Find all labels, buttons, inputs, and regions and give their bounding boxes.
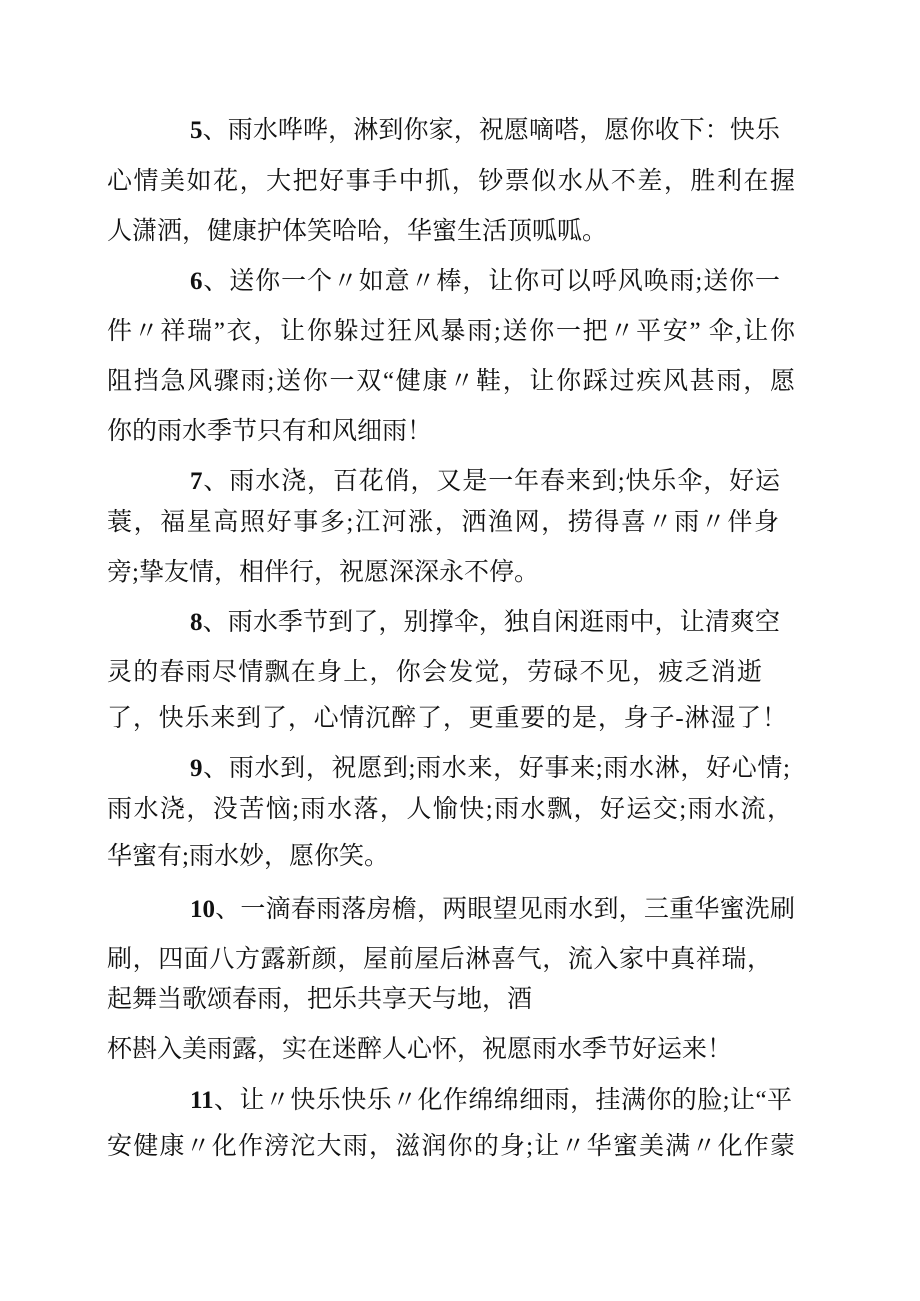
paragraph-11-line-1 [190,1086,792,1116]
item-number: 5 [190,117,203,144]
paragraph-5-line-3: 人潇洒，健康护体笑哈哈，华蜜生活顶呱呱。 [107,218,608,245]
paragraph-9-line-1 [190,754,790,784]
paragraph-7-line-3: 旁;挚友情，相伴行，祝愿深深永不停。 [107,559,539,586]
paragraph-9-line-3: 华蜜有;雨水妙，愿你笑。 [107,843,389,870]
paragraph-8-line-3: 了，快乐来到了，心情沉醉了，更重要的是，身子-淋湿了！ [107,705,787,732]
paragraph-10-line-4: 杯斟入美雨露，实在迷醉人心怀，祝愿雨水季节好运来！ [107,1036,733,1063]
item-number: 7 [190,468,203,495]
paragraph-10-line-2: 刷，四面八方露新颜，屋前屋后淋喜气，流入家中真祥瑞， [107,946,772,973]
line-text: 、送你一个〃如意〃棒，让你可以呼风唤雨;送你一 [202,268,780,295]
paragraph-6-line-3: 阻挡急风骤雨;送你一双“健康〃鞋，让你踩过疾风甚雨，愿 [107,368,795,395]
line-text: 、让〃快乐快乐〃化作绵绵细雨，挂满你的脸;让“平 [213,1087,792,1114]
item-number: 9 [190,755,203,782]
paragraph-10-line-1 [190,895,795,925]
line-text: 、雨水季节到了，别撑伞，独自闲逛雨中，让清爽空 [202,609,780,636]
paragraph-10-line-3: 起舞当歌颂春雨，把乐共享天与地，酒 [107,986,533,1013]
line-text: 、雨水浇，百花俏，又是一年春来到;快乐伞，好运 [202,468,780,495]
paragraph-11-line-2: 安健康〃化作滂沱大雨，滋润你的身;让〃华蜜美满〃化作蒙 [107,1133,795,1160]
item-number: 6 [190,268,203,295]
paragraph-6-line-4: 你的雨水季节只有和风细雨！ [107,418,433,445]
paragraph-5-line-1 [190,116,780,146]
item-number: 10 [190,896,215,923]
paragraph-7-line-1 [190,467,780,497]
paragraph-7-line-2: 蓑，福星高照好事多;江河涨，洒渔网，捞得喜〃雨〃伴身 [107,509,779,536]
item-number: 8 [190,609,203,636]
line-text: 、雨水到，祝愿到;雨水来，好事来;雨水淋，好心情; [202,755,790,782]
paragraph-6-line-1 [190,267,780,297]
paragraph-5-line-2: 心情美如花，大把好事手中抓，钞票似水从不差，胜利在握 [107,168,795,195]
paragraph-6-line-2: 件〃祥瑞”衣，让你躲过狂风暴雨;送你一把〃平安” 伞,让你 [107,318,795,345]
line-text: 、雨水哗哗，淋到你家，祝愿嘀嗒，愿你收下：快乐 [202,117,780,144]
line-text: 、一滴春雨落房檐，两眼望见雨水到，三重华蜜洗刷 [215,896,795,923]
item-number: 11 [190,1087,214,1114]
paragraph-8-line-2: 灵的春雨尽情飘在身上，你会发觉，劳碌不见，疲乏消逝 [107,659,762,686]
paragraph-9-line-2: 雨水浇，没苦恼;雨水落，人愉快;雨水飘，好运交;雨水流， [107,796,792,823]
paragraph-8-line-1 [190,608,780,638]
